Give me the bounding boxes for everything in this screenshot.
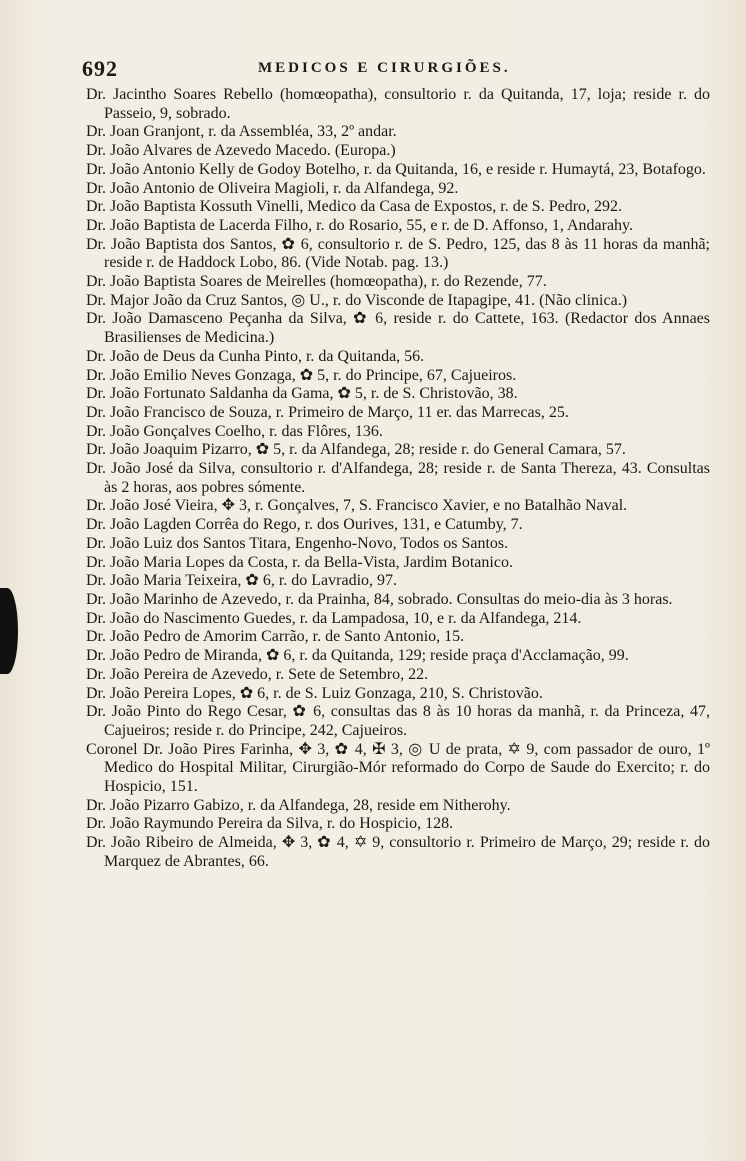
- directory-entry: Dr. João Maria Teixeira, ✿ 6, r. do Lavradio, 97.: [86, 572, 398, 590]
- directory-entry: Dr. João Damasceno Peçanha da Silva, ✿ 6, reside r. do Cattete, 163. (Redactor dos Annaes Brasilienses de Medicina.): [86, 310, 710, 347]
- directory-entry: Dr. João Baptista Kossuth Vinelli, Medico da Casa de Expostos, r. de S. Pedro, 292.: [86, 198, 623, 216]
- directory-entry: Dr. João de Deus da Cunha Pinto, r. da Quitanda, 56.: [86, 347, 425, 365]
- directory-entry: Dr. João Gonçalves Coelho, r. das Flôres, 136.: [86, 422, 383, 440]
- directory-entries: [86, 86, 710, 872]
- directory-entry: Dr. João Antonio de Oliveira Magioli, r. da Alfandega, 92.: [86, 179, 459, 197]
- directory-entry: Dr. João Pizarro Gabizo, r. da Alfandega, 28, reside em Nitherohy.: [86, 796, 511, 814]
- directory-entry: Dr. João Marinho de Azevedo, r. da Prainha, 84, sobrado. Consultas do meio-dia às 3 horas.: [86, 590, 673, 608]
- directory-entry: Dr. João Emilio Neves Gonzaga, ✿ 5, r. do Principe, 67, Cajueiros.: [86, 366, 517, 384]
- directory-entry: Dr. Joan Granjont, r. da Assembléa, 33, 2º andar.: [86, 123, 397, 141]
- directory-entry: Dr. João Francisco de Souza, r. Primeiro de Março, 11 er. das Marrecas, 25.: [86, 403, 569, 421]
- directory-entry: Dr. João Pinto do Rego Cesar, ✿ 6, consultas das 8 às 10 horas da manhã, r. da Princeza, 47, Cajueiros; reside r. do Principe, 242, Cajueiros.: [86, 703, 710, 739]
- directory-entry: Dr. João Baptista dos Santos, ✿ 6, consultorio r. de S. Pedro, 125, das 8 às 11 horas da manhã; reside r. de Haddock Lobo, 86. (Vide Notab. pag. 13.): [86, 235, 710, 272]
- directory-entry: Dr. João Pedro de Amorim Carrão, r. de Santo Antonio, 15.: [86, 628, 465, 646]
- directory-entry: Dr. João Luiz dos Santos Titara, Engenho-Novo, Todos os Santos.: [86, 534, 509, 552]
- directory-entry: Dr. João Antonio Kelly de Godoy Botelho, r. da Quitanda, 16, e reside r. Humaytá, 23, Botafogo.: [86, 160, 706, 178]
- directory-entry: Dr. João Alvares de Azevedo Macedo. (Europa.): [86, 142, 396, 160]
- running-title: MEDICOS E CIRURGIÕES.: [258, 60, 511, 76]
- directory-entry: Dr. João Joaquim Pizarro, ✿ 5, r. da Alfandega, 28; reside r. do General Camara, 57.: [86, 441, 626, 459]
- directory-entry: Dr. João Ribeiro de Almeida, ✥ 3, ✿ 4, ✡ 9, consultorio r. Primeiro de Março, 29; reside r. do Marquez de Abrantes, 66.: [86, 834, 710, 870]
- directory-entry: Dr. João José Vieira, ✥ 3, r. Gonçalves, 7, S. Francisco Xavier, e no Batalhão Naval.: [86, 497, 628, 515]
- directory-entry: Dr. João Maria Lopes da Costa, r. da Bella-Vista, Jardim Botanico.: [86, 553, 513, 571]
- directory-entry: Dr. João Fortunato Saldanha da Gama, ✿ 5, r. de S. Christovão, 38.: [86, 385, 518, 403]
- directory-entry: Dr. João José da Silva, consultorio r. d'Alfandega, 28; reside r. de Santa Thereza, 43. Consultas às 2 horas, aos pobres sómente.: [86, 460, 710, 496]
- directory-entry: Dr. João Baptista de Lacerda Filho, r. do Rosario, 55, e r. de D. Affonso, 1, Andarahy.: [86, 216, 634, 234]
- page-edge-blot: [0, 588, 18, 674]
- directory-entry: Dr. João Raymundo Pereira da Silva, r. do Hospicio, 128.: [86, 815, 454, 833]
- directory-entry: Dr. João Baptista Soares de Meirelles (homœopatha), r. do Rezende, 77.: [86, 273, 547, 291]
- directory-entry: Dr. João Pereira de Azevedo, r. Sete de Setembro, 22.: [86, 665, 429, 683]
- directory-entry: Dr. João do Nascimento Guedes, r. da Lampadosa, 10, e r. da Alfandega, 214.: [86, 609, 582, 627]
- directory-entry: Coronel Dr. João Pires Farinha, ✥ 3, ✿ 4, ✠ 3, ◎ U de prata, ✡ 9, com passador de ouro, 1º Medico do Hospital Militar, Cirurgião-Mór reformado do Corpo de Saude do Exercito; r. do Hospicio, 151.: [86, 740, 710, 796]
- page-number: 692: [82, 56, 118, 81]
- directory-entry: Dr. João Pedro de Miranda, ✿ 6, r. da Quitanda, 129; reside praça d'Acclamação, 99.: [86, 647, 629, 665]
- directory-entry: Dr. Major João da Cruz Santos, ◎ U., r. do Visconde de Itapagipe, 41. (Não clinica.): [86, 291, 628, 309]
- page-header: [82, 52, 710, 82]
- directory-entry: Dr. João Pereira Lopes, ✿ 6, r. de S. Luiz Gonzaga, 210, S. Christovão.: [86, 684, 543, 702]
- directory-entry: Dr. João Lagden Corrêa do Rego, r. dos Ourives, 131, e Catumby, 7.: [86, 516, 523, 534]
- directory-entry: Dr. Jacintho Soares Rebello (homœopatha), consultorio r. da Quitanda, 17, loja; reside r. do Passeio, 9, sobrado.: [86, 86, 710, 122]
